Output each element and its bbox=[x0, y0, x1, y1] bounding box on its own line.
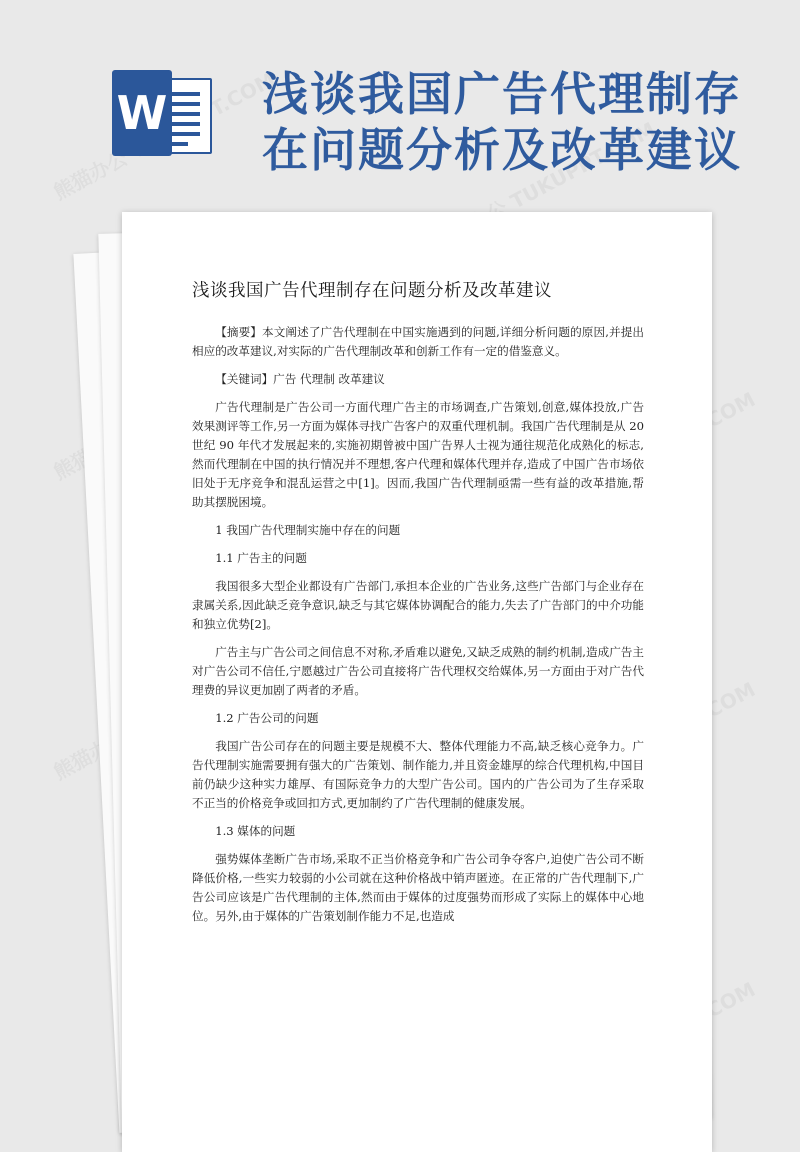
header-title-line1: 浅谈我国广告代理制存 bbox=[262, 67, 742, 121]
paragraph: 我国广告公司存在的问题主要是规模不大、整体代理能力不高,缺乏核心竞争力。广告代理制实施需要拥有强大的广告策划、制作能力,并且资金雄厚的综合代理机构,中国目前仍缺少这种实力雄厚、有国际竞争力的大型广告公司。国内的广告公司为了生存采取不正当的价格竞争或回扣方式,更加制约了广告代理制的健康发展。 bbox=[192, 739, 644, 810]
word-letter: W bbox=[112, 70, 172, 156]
abstract: 【摘要】本文阐述了广告代理制在中国实施遇到的问题,详细分析问题的原因,并提出相应的改革建议,对实际的广告代理制改革和创新工作有一定的借鉴意义。 bbox=[192, 325, 644, 358]
header-title bbox=[262, 66, 782, 178]
subsection-heading: 1.1 广告主的问题 bbox=[215, 551, 307, 565]
intro-paragraph: 广告代理制是广告公司一方面代理广告主的市场调查,广告策划,创意,媒体投放,广告效果测评等工作,另一方面为媒体寻找广告客户的双重代理机制。我国广告代理制是从 20 世纪 90 年代才发展起来的,实施初期曾被中国广告界人士视为通往规范化成熟化的标志,然而代理制在中国的执行情况并不理想,客户代理和媒体代理并存,造成了中国广告市场依旧处于无序竞争和混乱运营之中[1]。因而,我国广告代理制亟需一些有益的改革措施,帮助其摆脱困境。 bbox=[192, 400, 644, 509]
document-title: 浅谈我国广告代理制存在问题分析及改革建议 bbox=[192, 281, 552, 301]
header-banner bbox=[0, 0, 800, 200]
paragraph: 强势媒体垄断广告市场,采取不正当价格竞争和广告公司争夺客户,迫使广告公司不断降低价格,一些实力较弱的小公司就在这种价格战中销声匿迹。在正常的广告代理制下,广告公司应该是广告代理制的主体,然而由于媒体的过度强势而形成了实际上的媒体中心地位。另外,由于媒体的广告策划制作能力不足,也造成 bbox=[192, 852, 644, 923]
paragraph: 广告主与广告公司之间信息不对称,矛盾难以避免,又缺乏成熟的制约机制,造成广告主对广告公司不信任,宁愿越过广告公司直接将广告代理权交给媒体,另一方面由于对广告代理费的异议更加剧了两者的矛盾。 bbox=[192, 645, 644, 697]
subsection-heading: 1.2 广告公司的问题 bbox=[215, 711, 319, 725]
word-icon bbox=[112, 70, 212, 156]
paragraph: 我国很多大型企业都设有广告部门,承担本企业的广告业务,这些广告部门与企业存在隶属关系,因此缺乏竞争意识,缺乏与其它媒体协调配合的能力,失去了广告部门的中介功能和独立优势[2]。 bbox=[192, 579, 644, 631]
keywords: 【关键词】广告 代理制 改革建议 bbox=[215, 372, 385, 386]
document-page bbox=[122, 212, 712, 1152]
section-heading: 1 我国广告代理制实施中存在的问题 bbox=[215, 523, 401, 537]
subsection-heading: 1.3 媒体的问题 bbox=[215, 824, 296, 838]
header-title-line2: 在问题分析及改革建议 bbox=[262, 123, 742, 177]
document-content bbox=[192, 282, 644, 935]
